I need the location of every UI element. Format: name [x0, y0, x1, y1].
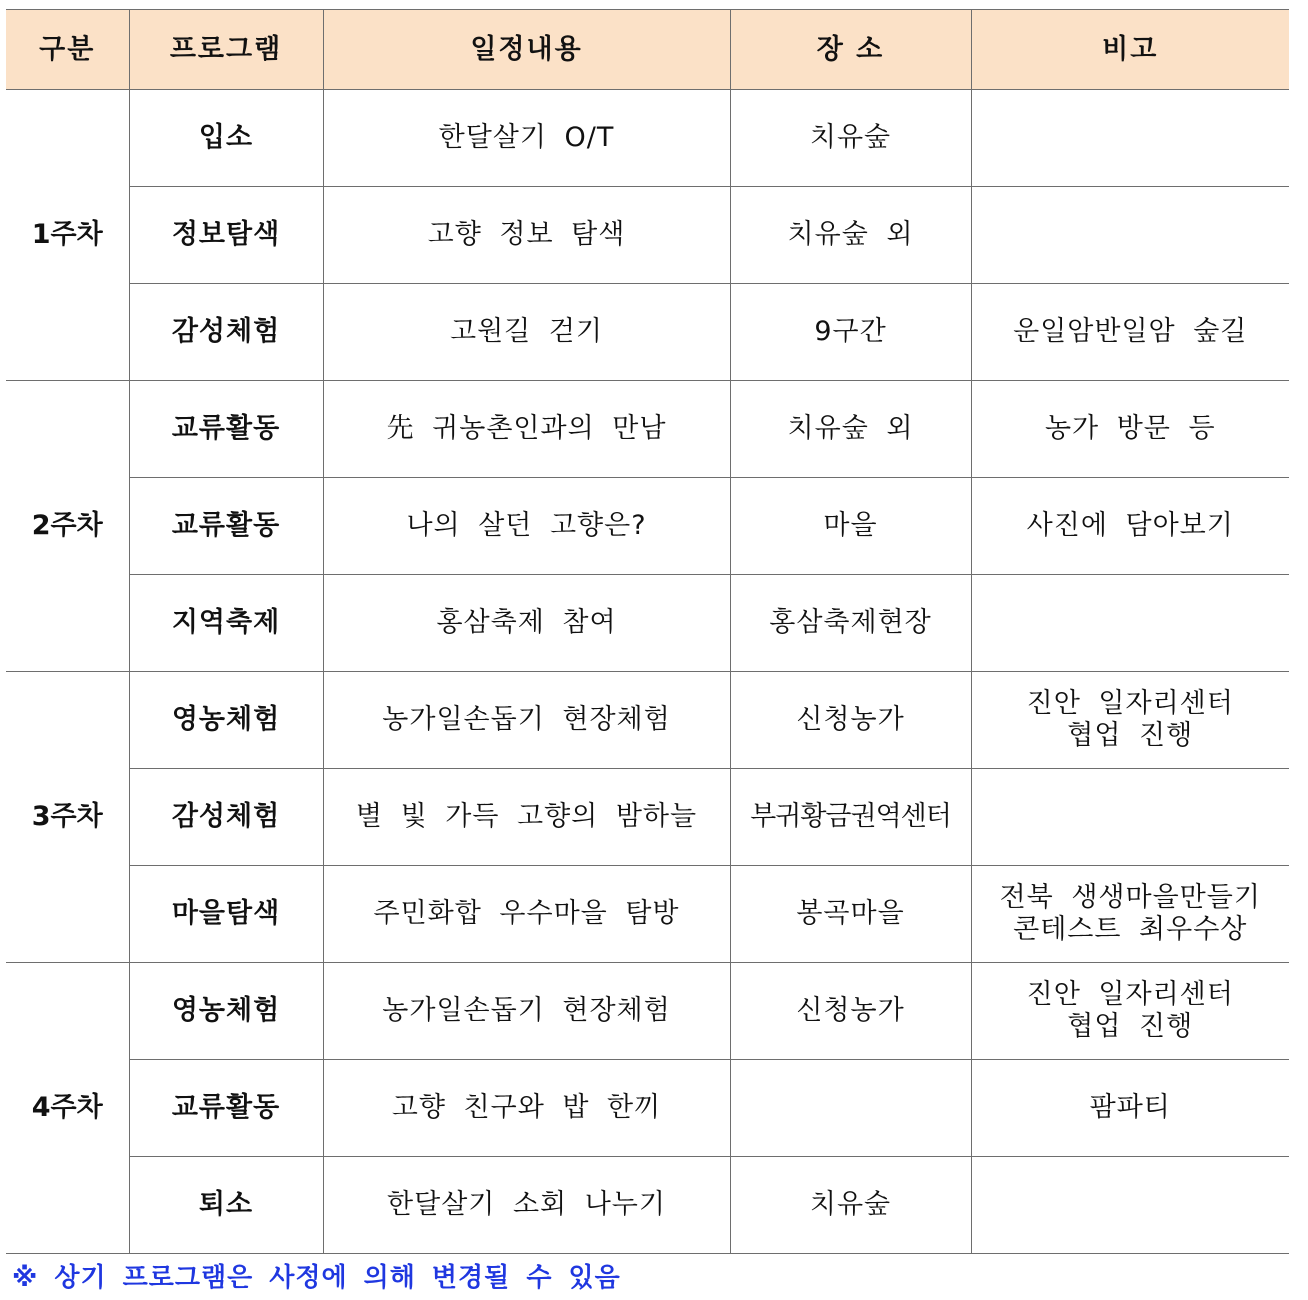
- header-content: 일정내용: [323, 10, 730, 90]
- note-cell: [971, 1157, 1289, 1254]
- program-cell: 감성체험: [129, 769, 323, 866]
- place-cell: 9구간: [730, 284, 971, 381]
- note-cell: [971, 769, 1289, 866]
- place-cell: [730, 1060, 971, 1157]
- table-row: [6, 769, 1289, 866]
- content-cell: 先 귀농촌인과의 만남: [323, 381, 730, 478]
- content-cell: 한달살기 소회 나누기: [323, 1157, 730, 1254]
- content-cell: 한달살기 O/T: [323, 90, 730, 187]
- content-cell: 고향 친구와 밥 한끼: [323, 1060, 730, 1157]
- note-line: 협업 진행: [1067, 720, 1194, 751]
- note-line: 농가 방문 등: [1044, 413, 1216, 445]
- week-label: 2주차: [6, 381, 129, 672]
- program-cell: 영농체험: [129, 672, 323, 769]
- table-body: [6, 90, 1289, 1254]
- content-cell: 농가일손돕기 현장체험: [323, 963, 730, 1060]
- note-cell: [971, 90, 1289, 187]
- note-line: 진안 일자리센터: [1026, 979, 1234, 1011]
- note-cell: [971, 866, 1289, 963]
- note-line: 사진에 담아보기: [1026, 510, 1234, 542]
- content-cell: 농가일손돕기 현장체험: [323, 672, 730, 769]
- place-cell: 치유숲 외: [730, 187, 971, 284]
- note-cell: [971, 478, 1289, 575]
- content-cell: 나의 살던 고향은?: [323, 478, 730, 575]
- note-cell: [971, 284, 1289, 381]
- program-cell: 교류활동: [129, 381, 323, 478]
- table-row: [6, 1157, 1289, 1254]
- program-cell: 마을탐색: [129, 866, 323, 963]
- note-line: 전북 생생마을만들기: [999, 882, 1261, 914]
- table-row: [6, 284, 1289, 381]
- place-cell: 부귀황금권역센터: [730, 769, 971, 866]
- schedule-table: [6, 9, 1289, 1254]
- header-place: 장 소: [730, 10, 971, 90]
- program-cell: 교류활동: [129, 1060, 323, 1157]
- table-header: [6, 10, 1289, 90]
- place-cell: 마을: [730, 478, 971, 575]
- table-row: [6, 672, 1289, 769]
- note-cell: [971, 187, 1289, 284]
- table-row: [6, 1060, 1289, 1157]
- note-cell: [971, 381, 1289, 478]
- place-cell: 홍삼축제현장: [730, 575, 971, 672]
- note-line: 협업 진행: [1067, 1011, 1194, 1042]
- note-cell: [971, 1060, 1289, 1157]
- header-program: 프로그램: [129, 10, 323, 90]
- program-cell: 감성체험: [129, 284, 323, 381]
- table-row: [6, 866, 1289, 963]
- table-row: [6, 478, 1289, 575]
- note-cell: [971, 672, 1289, 769]
- content-cell: 주민화합 우수마을 탐방: [323, 866, 730, 963]
- program-cell: 입소: [129, 90, 323, 187]
- place-cell: 신청농가: [730, 672, 971, 769]
- note-line: 팜파티: [1089, 1092, 1171, 1124]
- place-cell: 치유숲 외: [730, 381, 971, 478]
- note-cell: [971, 575, 1289, 672]
- note-line: 콘테스트 최우수상: [1013, 914, 1248, 945]
- program-cell: 영농체험: [129, 963, 323, 1060]
- place-cell: 치유숲: [730, 90, 971, 187]
- note-cell: [971, 963, 1289, 1060]
- week-label: 1주차: [6, 90, 129, 381]
- content-cell: 별 빛 가득 고향의 밤하늘: [323, 769, 730, 866]
- table-row: [6, 575, 1289, 672]
- program-cell: 지역축제: [129, 575, 323, 672]
- place-cell: 신청농가: [730, 963, 971, 1060]
- table-row: [6, 90, 1289, 187]
- header-note: 비고: [971, 10, 1289, 90]
- week-label: 3주차: [6, 672, 129, 963]
- table-row: [6, 187, 1289, 284]
- content-cell: 고원길 걷기: [323, 284, 730, 381]
- note-line: 진안 일자리센터: [1026, 688, 1234, 720]
- program-cell: 정보탐색: [129, 187, 323, 284]
- table-row: [6, 963, 1289, 1060]
- footnote: ※ 상기 프로그램은 사정에 의해 변경될 수 있음: [12, 1263, 621, 1293]
- table-row: [6, 381, 1289, 478]
- content-cell: 홍삼축제 참여: [323, 575, 730, 672]
- note-line: 운일암반일암 숲길: [1013, 316, 1248, 348]
- header-row: [6, 10, 1289, 90]
- header-week: 구분: [6, 10, 129, 90]
- program-cell: 퇴소: [129, 1157, 323, 1254]
- place-cell: 치유숲: [730, 1157, 971, 1254]
- week-label: 4주차: [6, 963, 129, 1254]
- content-cell: 고향 정보 탐색: [323, 187, 730, 284]
- place-cell: 봉곡마을: [730, 866, 971, 963]
- program-cell: 교류활동: [129, 478, 323, 575]
